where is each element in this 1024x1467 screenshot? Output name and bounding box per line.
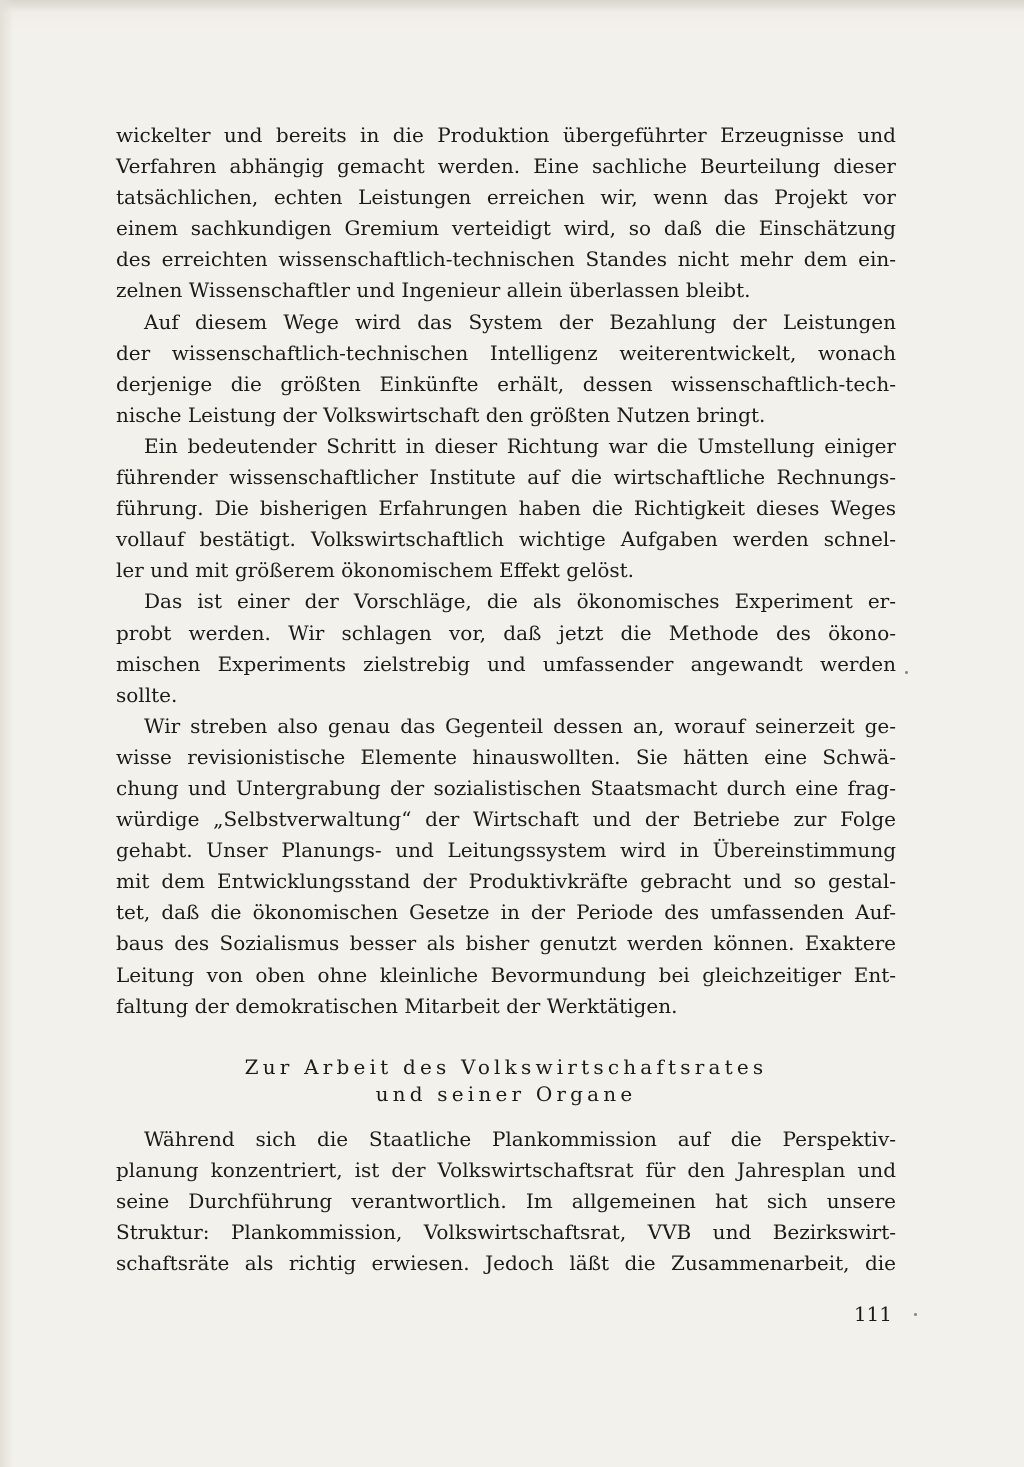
- text-line: des erreichten wissenschaftlich-technischen Standes nicht mehr dem ein-: [116, 247, 896, 272]
- text-line: schaftsräte als richtig erwiesen. Jedoch läßt die Zusammenarbeit, die: [116, 1251, 896, 1276]
- text-line: mit dem Entwicklungsstand der Produktivkräfte gebracht und so gestal-: [116, 869, 896, 894]
- text-line: Während sich die Staatliche Plankommission auf die Perspektiv-: [144, 1127, 896, 1151]
- text-line: Das ist einer der Vorschläge, die als ökonomisches Experiment er-: [144, 589, 896, 614]
- paragraph: [116, 1124, 896, 1279]
- text-line: gehabt. Unser Planungs- und Leitungssystem wird in Übereinstimmung: [116, 838, 896, 863]
- text-line: Ein bedeutender Schritt in dieser Richtung war die Umstellung einiger: [144, 433, 896, 458]
- section-heading-line-2: und seiner Organe: [375, 1082, 637, 1106]
- text-line: planung konzentriert, ist der Volkswirtschaftsrat für den Jahresplan und: [116, 1158, 896, 1183]
- text-line: einem sachkundigen Gremium verteidigt wird, so daß die Einschätzung: [116, 216, 896, 241]
- text-line: Verfahren abhängig gemacht werden. Eine sachliche Beurteilung dieser: [116, 154, 896, 179]
- text-line: tatsächlichen, echten Leistungen erreichen wir, wenn das Projekt vor: [116, 185, 896, 210]
- text-line: würdige „Selbstverwaltung“ der Wirtschaft und der Betriebe zur Folge: [116, 807, 896, 832]
- text-line: zelnen Wissenschaftler und Ingenieur allein überlassen bleibt.: [116, 278, 751, 303]
- text-line: ler und mit größerem ökonomischem Effekt gelöst.: [116, 558, 635, 583]
- paragraph: [116, 307, 896, 431]
- paragraph: [116, 586, 896, 710]
- text-line: sollte.: [116, 682, 178, 707]
- margin-speck: [905, 671, 908, 674]
- text-line: mischen Experiments zielstrebig und umfassender angewandt werden: [116, 651, 896, 676]
- page-top-edge: [0, 0, 1024, 12]
- text-line: chung und Untergrabung der sozialistischen Staatsmacht durch eine frag-: [116, 775, 896, 800]
- text-line: seine Durchführung verantwortlich. Im allgemeinen hat sich unsere: [116, 1189, 896, 1214]
- text-line: der wissenschaftlich-technischen Intelligenz weiterentwickelt, wonach: [116, 340, 896, 365]
- paragraph: [116, 431, 896, 586]
- text-line: nische Leistung der Volkswirtschaft den größten Nutzen bringt.: [116, 402, 766, 427]
- page-left-edge: [0, 0, 14, 1467]
- text-line: Leitung von oben ohne kleinliche Bevormundung bei gleichzeitiger Ent-: [116, 962, 896, 987]
- text-line: baus des Sozialismus besser als bisher genutzt werden können. Exaktere: [116, 931, 896, 956]
- paragraph: [116, 711, 896, 1022]
- text-line: Wir streben also genau das Gegenteil dessen an, worauf seinerzeit ge-: [144, 713, 896, 738]
- text-line: führender wissenschaftlicher Institute auf die wirtschaftliche Rechnungs-: [116, 465, 896, 490]
- section-heading-line-1: Zur Arbeit des Volkswirtschaftsrates: [244, 1055, 768, 1079]
- text-line: tet, daß die ökonomischen Gesetze in der Periode des umfassenden Auf-: [116, 900, 896, 925]
- text-line: vollauf bestätigt. Volkswirtschaftlich wichtige Aufgaben werden schnel-: [116, 527, 896, 552]
- text-line: faltung der demokratischen Mitarbeit der Werktätigen.: [116, 993, 678, 1018]
- body-text-top: [116, 120, 896, 1022]
- text-line: wisse revisionistische Elemente hinauswollten. Sie hätten eine Schwä-: [116, 744, 896, 769]
- margin-speck: [914, 1313, 917, 1316]
- page-number: 111: [853, 1302, 892, 1326]
- text-line: führung. Die bisherigen Erfahrungen haben die Richtigkeit dieses Weges: [116, 496, 896, 521]
- text-line: Auf diesem Wege wird das System der Bezahlung der Leistungen: [144, 309, 896, 334]
- paragraph: [116, 120, 896, 307]
- text-line: Struktur: Plankommission, Volkswirtschaftsrat, VVB und Bezirkswirt-: [116, 1220, 896, 1245]
- text-line: probt werden. Wir schlagen vor, daß jetzt die Methode des ökono-: [116, 620, 896, 645]
- body-text-bottom: [116, 1124, 896, 1279]
- text-line: derjenige die größten Einkünfte erhält, dessen wissenschaftlich-tech-: [116, 371, 896, 396]
- text-line: wickelter und bereits in die Produktion übergeführter Erzeugnisse und: [116, 123, 896, 147]
